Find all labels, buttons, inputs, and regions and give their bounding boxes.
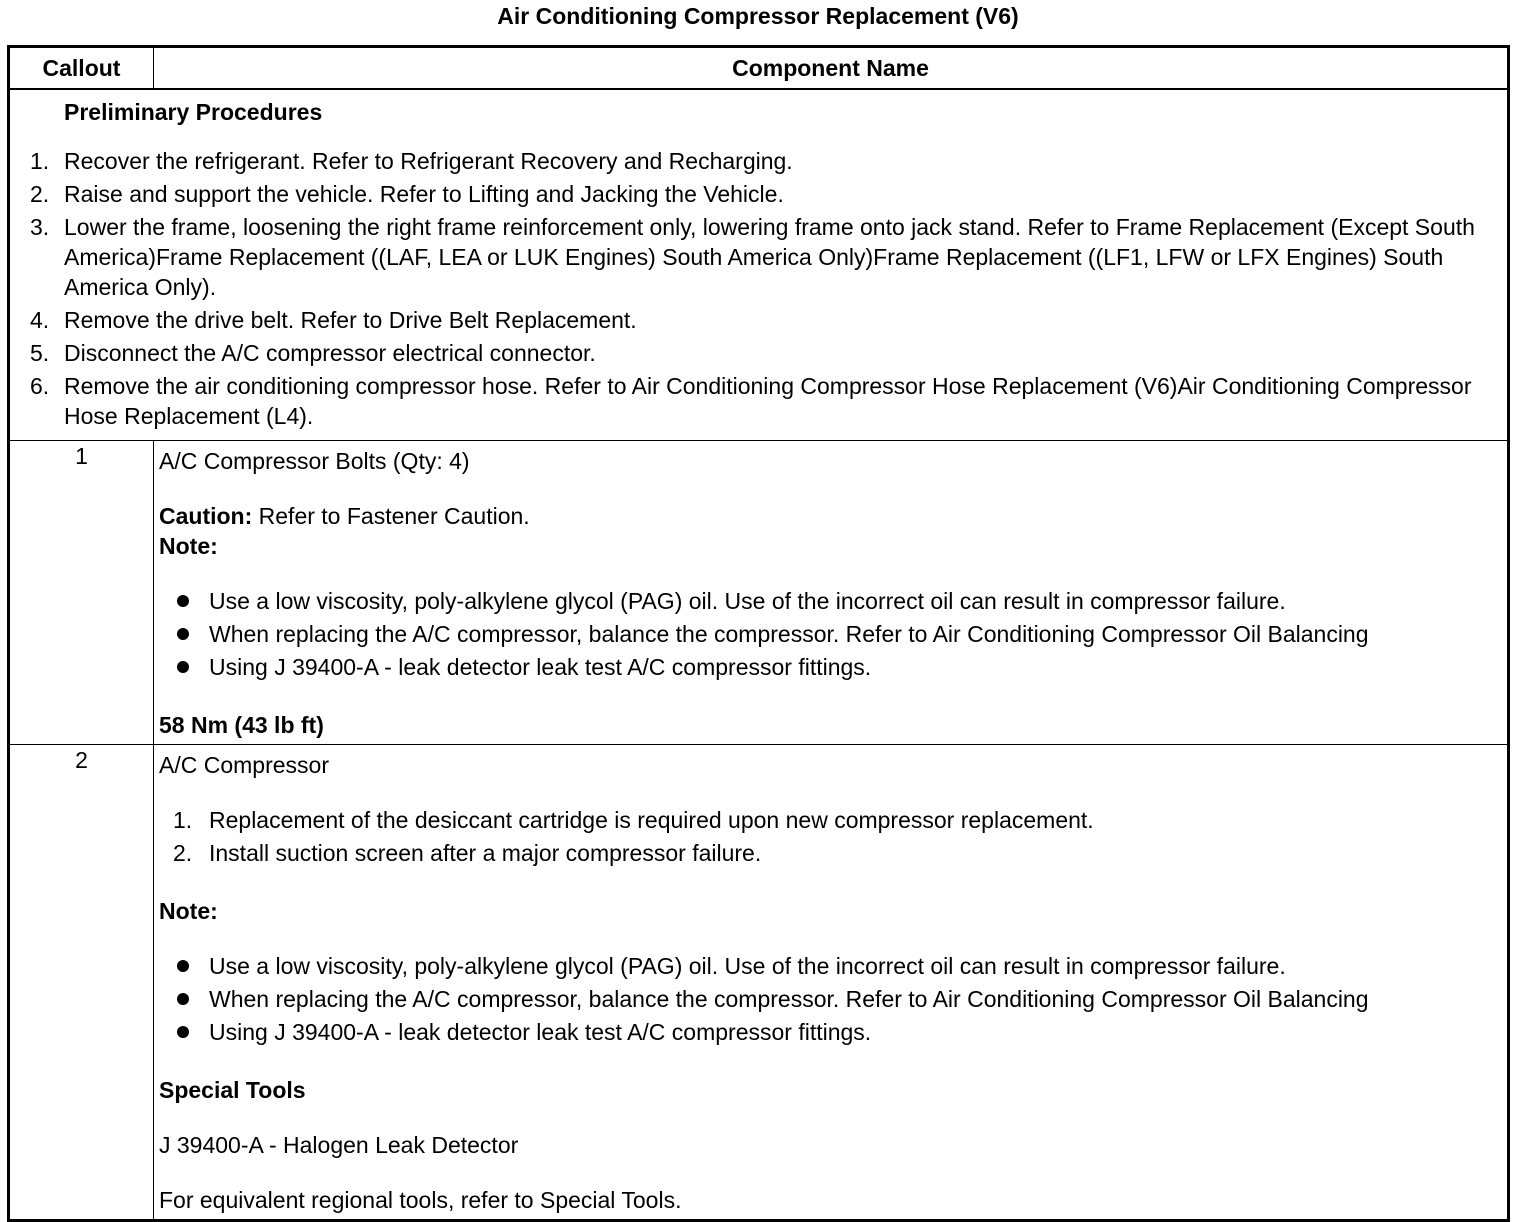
preliminary-row bbox=[9, 89, 1509, 440]
bullet-icon bbox=[177, 628, 189, 640]
page-title: Air Conditioning Compressor Replacement (V6) bbox=[497, 3, 1019, 29]
caution-line bbox=[159, 501, 1501, 531]
step-text: Lower the frame, loosening the right frame reinforcement only, lowering frame onto jack stand. Refer to Frame Replacement (Except South America)Frame Replacement ((LAF, LEA or LUK Engines) South America Only)Frame Replacement ((LF1, LFW or LFX Engines) South America Only). bbox=[64, 214, 1475, 300]
bullet-text: Using J 39400-A - leak detector leak test A/C compressor fittings. bbox=[209, 653, 872, 680]
bullet-icon bbox=[177, 661, 189, 673]
list-item bbox=[10, 179, 1503, 209]
note-label: Note: bbox=[159, 532, 218, 559]
step-number: 2. bbox=[173, 839, 193, 866]
torque-spec: 58 Nm (43 lb ft) bbox=[159, 711, 324, 738]
bullet-text: Use a low viscosity, poly-alkylene glycol (PAG) oil. Use of the incorrect oil can result in compressor failure. bbox=[209, 952, 1286, 979]
list-item bbox=[159, 652, 1501, 682]
step-text: Replacement of the desiccant cartridge is required upon new compressor replacement. bbox=[209, 806, 1094, 833]
caution-label: Caution: bbox=[159, 502, 253, 529]
regional-tools-note: For equivalent regional tools, refer to Special Tools. bbox=[159, 1186, 682, 1213]
note-bullets bbox=[159, 951, 1501, 1047]
procedure-table bbox=[7, 45, 1510, 1222]
step-text: Remove the air conditioning compressor hose. Refer to Air Conditioning Compressor Hose Replacement (V6)Air Conditioning Compressor Hose Replacement (L4). bbox=[64, 373, 1472, 429]
bullet-icon bbox=[177, 1026, 189, 1038]
step-number: 1. bbox=[30, 148, 50, 174]
list-item bbox=[159, 951, 1501, 981]
list-item bbox=[10, 338, 1503, 368]
step-text: Install suction screen after a major compressor failure. bbox=[209, 839, 762, 866]
table-header-row bbox=[9, 47, 1509, 90]
bullet-text: Use a low viscosity, poly-alkylene glycol (PAG) oil. Use of the incorrect oil can result in compressor failure. bbox=[209, 587, 1286, 614]
component-steps bbox=[159, 805, 1501, 868]
note-bullets bbox=[159, 586, 1501, 682]
component-cell bbox=[154, 440, 1509, 744]
bullet-icon bbox=[177, 960, 189, 972]
step-number: 2. bbox=[30, 181, 50, 207]
caution-text: Refer to Fastener Caution. bbox=[252, 502, 530, 529]
list-item bbox=[159, 838, 1501, 868]
list-item bbox=[159, 586, 1501, 616]
component-name: A/C Compressor Bolts (Qty: 4) bbox=[159, 447, 470, 474]
preliminary-cell bbox=[9, 89, 1509, 440]
step-text: Remove the drive belt. Refer to Drive Belt Replacement. bbox=[64, 307, 637, 333]
header-component-name: Component Name bbox=[154, 47, 1509, 90]
special-tools-label: Special Tools bbox=[159, 1076, 306, 1103]
note-label: Note: bbox=[159, 897, 218, 924]
list-item bbox=[159, 619, 1501, 649]
bullet-icon bbox=[177, 595, 189, 607]
preliminary-steps bbox=[10, 146, 1503, 431]
step-text: Disconnect the A/C compressor electrical connector. bbox=[64, 340, 596, 366]
bullet-icon bbox=[177, 993, 189, 1005]
step-number: 6. bbox=[30, 373, 50, 399]
callout-cell: 2 bbox=[9, 744, 154, 1220]
step-text: Recover the refrigerant. Refer to Refrigerant Recovery and Recharging. bbox=[64, 148, 793, 174]
component-cell bbox=[154, 744, 1509, 1220]
header-callout: Callout bbox=[9, 47, 154, 90]
step-text: Raise and support the vehicle. Refer to Lifting and Jacking the Vehicle. bbox=[64, 181, 784, 207]
list-item bbox=[10, 212, 1503, 302]
list-item bbox=[10, 371, 1503, 431]
list-item bbox=[10, 305, 1503, 335]
preliminary-title: Preliminary Procedures bbox=[64, 99, 323, 125]
step-number: 3. bbox=[30, 214, 50, 240]
step-number: 5. bbox=[30, 340, 50, 366]
bullet-text: When replacing the A/C compressor, balance the compressor. Refer to Air Conditioning Compressor Oil Balancing bbox=[209, 985, 1369, 1012]
list-item bbox=[159, 1017, 1501, 1047]
bullet-text: Using J 39400-A - leak detector leak test A/C compressor fittings. bbox=[209, 1018, 872, 1045]
component-name: A/C Compressor bbox=[159, 751, 329, 778]
list-item bbox=[159, 805, 1501, 835]
step-number: 1. bbox=[173, 806, 193, 833]
special-tool-item: J 39400-A - Halogen Leak Detector bbox=[159, 1131, 519, 1158]
step-number: 4. bbox=[30, 307, 50, 333]
bullet-text: When replacing the A/C compressor, balance the compressor. Refer to Air Conditioning Compressor Oil Balancing bbox=[209, 620, 1369, 647]
table-row bbox=[9, 440, 1509, 744]
callout-cell: 1 bbox=[9, 440, 154, 744]
list-item bbox=[10, 146, 1503, 176]
list-item bbox=[159, 984, 1501, 1014]
table-row bbox=[9, 744, 1509, 1220]
